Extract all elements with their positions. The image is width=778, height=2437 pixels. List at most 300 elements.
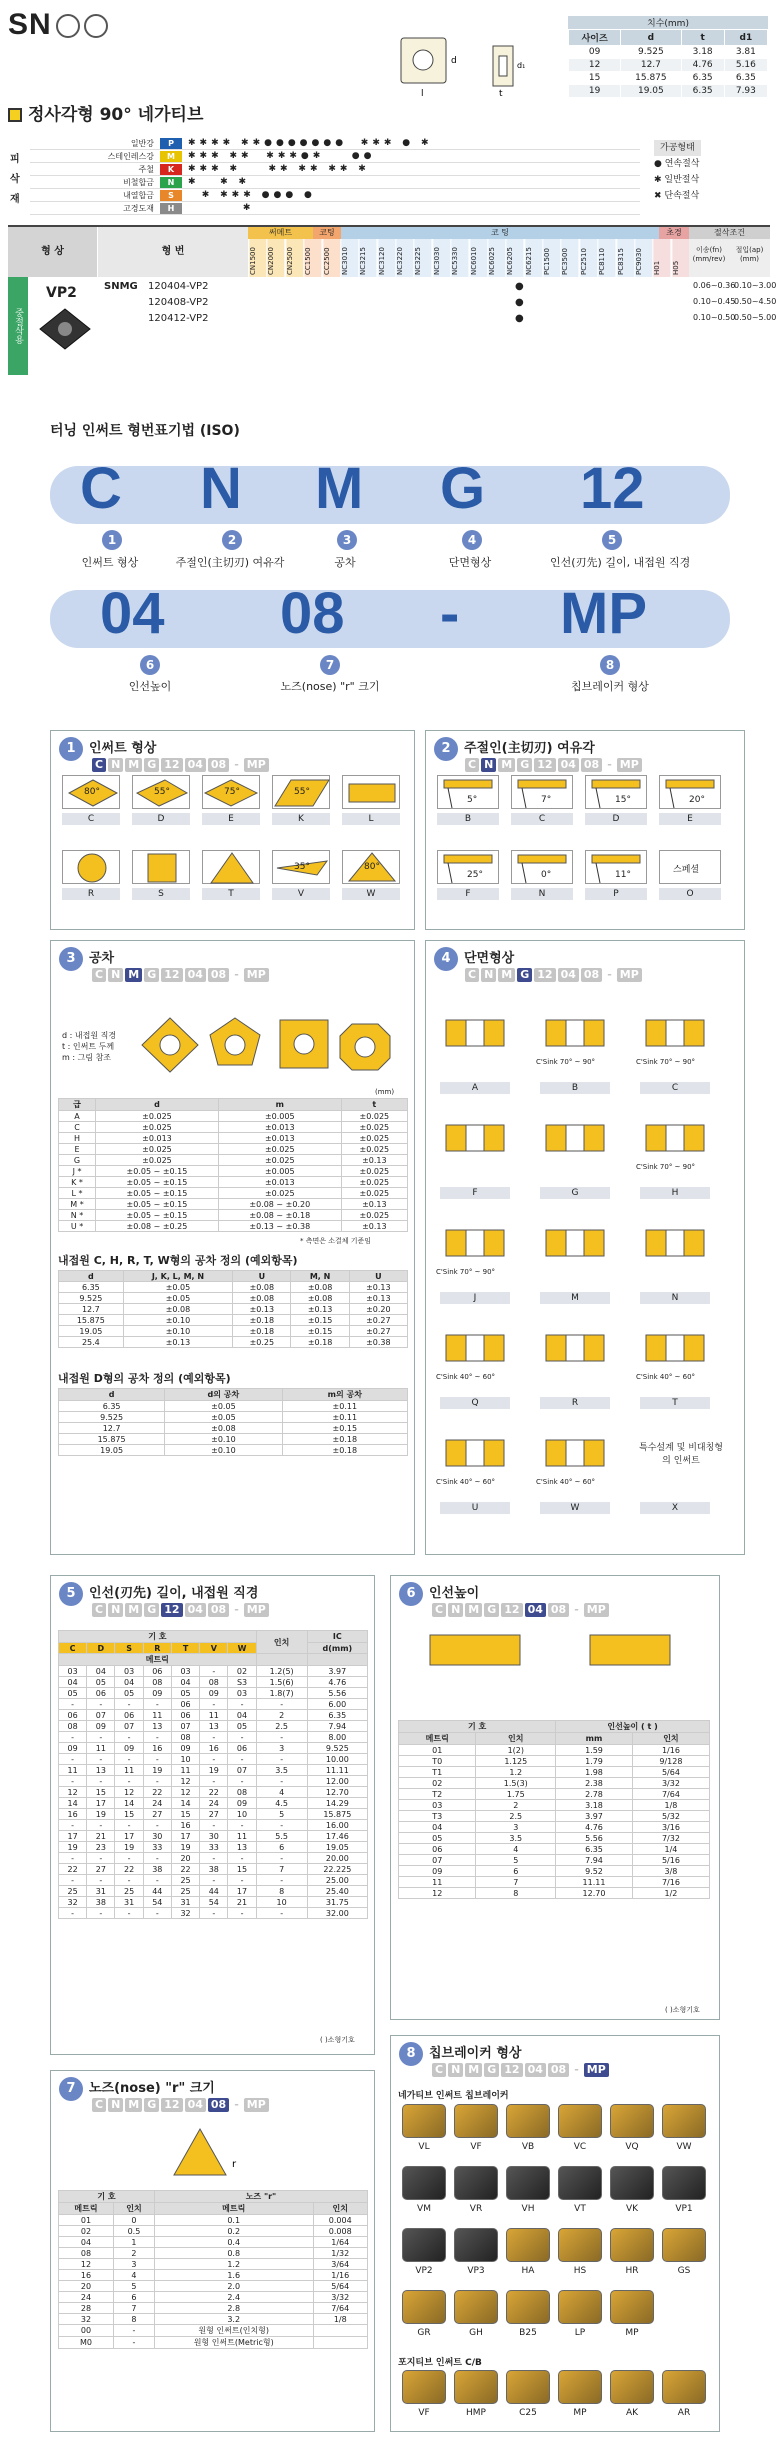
chipbreaker-label: VB (521, 2142, 535, 2152)
section-5: 5 인선(刃先) 길이, 내접원 직경 (50, 1575, 375, 2055)
material-row (30, 189, 640, 202)
table-cell: ±0.025 (341, 1188, 407, 1199)
tolerance-note: m : 그림 참조 (62, 1053, 112, 1062)
clearance-label: C (511, 813, 573, 825)
section-shape-W (540, 1430, 610, 1483)
chipbreaker-vf (454, 2104, 498, 2138)
shape-D-icon: D (87, 1643, 115, 1654)
chipbreaker-vt (558, 2166, 602, 2200)
table-cell: ±0.05 ~ ±0.15 (96, 1210, 219, 1221)
code-08: 08 (548, 1603, 569, 1617)
section-note: C'Sink 70° ~ 90° (536, 1058, 596, 1066)
code--: - (234, 2098, 239, 2111)
note: ( )소형기호 (320, 2036, 355, 2044)
table-cell: ±0.25 (233, 1337, 291, 1348)
chipbreaker-label: AR (677, 2408, 691, 2418)
material-code: M (160, 151, 182, 162)
table-header: U (349, 1271, 407, 1282)
material-label: 일반강 (130, 138, 154, 148)
table-cell: 19.05 (59, 1445, 165, 1456)
clearance-label: P (585, 888, 647, 900)
dim-table: 사이즈 d t d1 09 9.525 3.18 3.81 12 12.7 4.76 5.16 15 15.875 6.35 6.35 19 19.05 6.35 7.93 (568, 29, 768, 98)
chipbreaker-label: AK (625, 2408, 639, 2418)
table-cell: A (59, 1111, 96, 1122)
tolerance-diagrams (140, 1010, 400, 1083)
table-row (59, 1445, 408, 1456)
code--: - (574, 1603, 579, 1616)
svg-text:l: l (421, 89, 424, 99)
code-12: 12 (161, 1603, 182, 1617)
table-cell: ±0.13 (233, 1304, 291, 1315)
iso-letter-C: C (80, 456, 122, 521)
positive-chipbreaker-mp (558, 2370, 602, 2404)
section-label: C (640, 1082, 710, 1094)
shape-label: E (202, 813, 260, 825)
table-cell: ±0.15 (282, 1423, 407, 1434)
table-cell: ±0.025 (341, 1177, 407, 1188)
table-cell: 12.7 (59, 1304, 124, 1315)
code-sequence (92, 758, 269, 772)
section-6: 6 인선높이 (390, 1575, 720, 2020)
table-cell: ±0.05 (123, 1293, 233, 1304)
grade-col-nc6215: NC6215 (524, 239, 542, 277)
iso-caption: 칩브레이커 형상 (571, 680, 649, 693)
tolerance-d-table (58, 1388, 408, 1456)
code-12: 12 (501, 2063, 522, 2077)
material-symbols: ✱✱✱ ✱ ✱✱ ✱✱ ✱✱ ✱ (188, 164, 370, 174)
circle-icon (84, 14, 108, 38)
section-note: C'Sink 70° ~ 90° (636, 1163, 696, 1171)
table-cell: K * (59, 1177, 96, 1188)
chipbreaker-label: HR (625, 2266, 639, 2276)
table-cell: H (59, 1133, 96, 1144)
table-header: t (341, 1099, 407, 1111)
iso-number-3: 3 (337, 530, 357, 550)
table-cell: ±0.18 (282, 1434, 407, 1445)
table-cell: ±0.05 ~ ±0.15 (96, 1199, 219, 1210)
chipbreaker-gs (662, 2228, 706, 2262)
material-row (30, 150, 640, 163)
section-note: C'Sink 70° ~ 90° (636, 1058, 696, 1066)
table-row (59, 1401, 408, 1412)
material-symbols: ✱ ✱ ✱ (188, 177, 251, 187)
section-label: N (640, 1292, 710, 1304)
iso-number-4: 4 (462, 530, 482, 550)
svg-text:t: t (499, 89, 503, 99)
grade-col-h01: H01 (652, 239, 670, 277)
table-cell: E (59, 1144, 96, 1155)
table-row (59, 1412, 408, 1423)
section-note: C'Sink 40° ~ 60° (636, 1373, 696, 1381)
shape-label: V (272, 888, 330, 900)
note: ( )소형기호 (665, 2006, 700, 2014)
clearance-angle: 11° (615, 870, 631, 880)
grade-col-h05: H05 (671, 239, 689, 277)
clearance-angle: 25° (467, 870, 483, 880)
section-shape-U (440, 1430, 510, 1483)
page-title: SN (8, 8, 108, 42)
table-cell: ±0.15 (291, 1315, 349, 1326)
chipbreaker-vr (454, 2166, 498, 2200)
code-12: 12 (501, 1603, 522, 1617)
code-c: C (432, 2063, 446, 2077)
circle-icon (56, 14, 80, 38)
code-g: G (517, 968, 532, 982)
table-cell: ±0.05 ~ ±0.15 (96, 1177, 219, 1188)
table-cell: ±0.05 ~ ±0.15 (96, 1166, 219, 1177)
iso-letter-12: 12 (580, 456, 645, 521)
table-header: d (59, 1271, 124, 1282)
table-cell: ±0.025 (218, 1144, 341, 1155)
code--: - (574, 2063, 579, 2076)
code-sequence (465, 968, 642, 982)
shape-label: W (342, 888, 400, 900)
table-cell: ±0.08 (165, 1423, 282, 1434)
code-g: G (144, 968, 159, 982)
chipbreaker-vq (610, 2104, 654, 2138)
iso-number-2: 2 (222, 530, 242, 550)
table-cell: ±0.013 (218, 1133, 341, 1144)
code-c: C (92, 968, 106, 982)
table-cell: ±0.13 (341, 1199, 407, 1210)
section-label: U (440, 1502, 510, 1514)
code-mp: MP (244, 2098, 269, 2112)
table-row (59, 1282, 408, 1293)
shape-L (342, 775, 400, 809)
chipbreaker-label: C25 (519, 2408, 537, 2418)
angle-label: 80° (364, 862, 380, 872)
grade-col-nc6205: NC6205 (505, 239, 523, 277)
clearance-angle: 스페셜 (673, 865, 700, 875)
nose-radius-table: 기 호 노즈 "r" 메트릭 인치 메트릭 인치 01 0 0.1 0.004 02 0.5 0.2 0.008 04 1 0.4 1/64 08 2 0.8 1/32 12 3 1.2 3/64 16 4 1.6 1/16 20 5 2.0 5/64 24 6 2.4 3/32 28 7 2.8 7/64 32 8 3.2 1/8 00 - 원형 인써트(인치형) M0 - 원형 인써트(Metric형) (58, 2190, 368, 2349)
table-cell: ±0.11 (282, 1412, 407, 1423)
chipbreaker-label: MP (573, 2408, 587, 2418)
table-header: m의 공차 (282, 1389, 407, 1401)
grade-col-pc8110: PC8110 (597, 239, 615, 277)
iso-letter-G: G (440, 456, 486, 521)
grade-col-nc3225: NC3225 (413, 239, 431, 277)
section-shape-B (540, 1010, 610, 1063)
code-c: C (465, 968, 479, 982)
table-row (59, 1221, 408, 1232)
table-cell: ±0.005 (218, 1111, 341, 1122)
clearance-angle: 15° (615, 795, 631, 805)
code-c: C (92, 1603, 106, 1617)
table-cell: ±0.18 (282, 1445, 407, 1456)
table-cell: ±0.05 (165, 1412, 282, 1423)
clearance-label: F (437, 888, 499, 900)
chipbreaker-label: VW (676, 2142, 692, 2152)
section-label: R (540, 1397, 610, 1409)
subtitle: 정사각형 90° 네가티브 (8, 100, 203, 125)
code-08: 08 (208, 2098, 229, 2112)
height-diagrams (420, 1625, 700, 1698)
clearance-angle: 7° (541, 795, 552, 805)
section-label: Q (440, 1397, 510, 1409)
chipbreaker-hr (610, 2228, 654, 2262)
material-symbols: ✱ (188, 203, 255, 213)
code-n: N (108, 968, 123, 982)
section-note: 특수설계 및 비대칭형의 인써트 (639, 1443, 723, 1466)
chipbreaker-label: HMP (466, 2408, 486, 2418)
section-shape-N (640, 1220, 710, 1273)
section-label: X (640, 1502, 710, 1514)
table-row (59, 1315, 408, 1326)
material-code: K (160, 164, 182, 175)
code-g: G (144, 1603, 159, 1617)
code-08: 08 (208, 1603, 229, 1617)
subtable-title: 내접원 C, H, R, T, W형의 공차 정의 (예외항목) (58, 1254, 298, 1267)
tolerance-table (58, 1098, 408, 1232)
clearance-angle: 5° (467, 795, 478, 805)
table-cell: ±0.18 (291, 1337, 349, 1348)
table-cell: ±0.025 (218, 1188, 341, 1199)
grade-col-cc1500: CC1500 (303, 239, 321, 277)
table-header: 급 (59, 1099, 96, 1111)
code-g: G (484, 1603, 499, 1617)
table-cell: ±0.13 (341, 1221, 407, 1232)
section-shape-T (640, 1325, 710, 1378)
table-cell: ±0.025 (341, 1144, 407, 1155)
material-row (30, 176, 640, 189)
shape-R-icon: R (143, 1643, 171, 1654)
chipbreaker-label: VH (521, 2204, 535, 2214)
code-mp: MP (617, 968, 642, 982)
iso-caption: 인써트 형상 (81, 556, 139, 569)
shape-V-icon: V (200, 1643, 228, 1654)
table-cell: ±0.10 (123, 1326, 233, 1337)
tolerance-note: d : 내접원 직경 (62, 1031, 117, 1040)
positive-chipbreaker-ak (610, 2370, 654, 2404)
code-mp: MP (584, 2063, 609, 2077)
table-cell: ±0.13 (349, 1293, 407, 1304)
grade-col-nc3220: NC3220 (395, 239, 413, 277)
shape-S-icon: S (115, 1643, 143, 1654)
grade-col-cn2500: CN2500 (285, 239, 303, 277)
material-symbols: ✱✱✱✱ ✱✱●●●●●●● ✱✱✱ ● ✱ (188, 138, 433, 148)
code-08: 08 (581, 758, 602, 772)
clearance-label: E (659, 813, 721, 825)
material-label: 스테인레스강 (107, 151, 154, 161)
clearance-label: O (659, 888, 721, 900)
code-m: M (498, 758, 515, 772)
inscribed-circle-table: 기 호 인치 IC C D S R T V W d(mm) 메트릭 03 04 03 06 03 - 02 1.2(5) 3.97 04 05 04 08 04 08 S3 1.5(6) 4.76 05 06 05 09 05 09 03 1.8(7) 5.56 - - - - 06 - - - 6.00 06 07 06 11 06 11 04 2 6.35 08 09 07 13 07 13 05 2.5 7.94 - - - - 08 - - - 8.00 09 11 09 16 09 16 06 3 9.525 - - - - 10 - - - 10.00 11 13 11 19 11 19 07 3.5 11.11 - - - - 12 - - - 12.00 12 15 12 22 12 22 08 4 12.70 14 17 14 24 14 24 09 4.5 14.29 16 19 15 27 15 27 10 5 15.875 - - - - 16 - - - 16.00 17 21 17 30 17 30 11 5.5 17.46 19 23 19 33 19 33 13 6 19.05 - - - - 20 - - - 20.00 22 27 22 38 22 38 15 7 22.225 - - - - 25 - - - 25.00 25 31 25 44 25 44 17 8 25.40 32 38 31 54 31 54 21 10 31.75 - - - - 32 - - - 32.00 (58, 1630, 368, 1919)
chipbreaker-label: VM (417, 2204, 431, 2214)
table-cell: ±0.08 ~ ±0.18 (218, 1210, 341, 1221)
table-cell: ±0.013 (218, 1122, 341, 1133)
shape-label: S (132, 888, 190, 900)
table-cell: ±0.013 (218, 1177, 341, 1188)
section-note: C'Sink 40° ~ 60° (536, 1478, 596, 1486)
table-header: d의 공차 (165, 1389, 282, 1401)
section-shape-J (440, 1220, 510, 1273)
code-12: 12 (534, 968, 555, 982)
section-7: 7 노즈(nose) "r" 크기 (50, 2070, 375, 2432)
table-row (59, 1304, 408, 1315)
code-sequence (432, 2063, 609, 2077)
angle-label: 55° (294, 787, 310, 797)
code--: - (234, 968, 239, 981)
code-m: M (465, 2063, 482, 2077)
chipbreaker-vl (402, 2104, 446, 2138)
material-label: 주철 (138, 164, 154, 174)
shape-label: C (62, 813, 120, 825)
chipbreaker-label: VF (470, 2142, 482, 2152)
insert-diagram (395, 30, 475, 100)
code-c: C (465, 758, 479, 772)
table-cell: ±0.025 (96, 1111, 219, 1122)
chipbreaker-vp1 (662, 2166, 706, 2200)
code-12: 12 (161, 968, 182, 982)
material-label: 고경도재 (123, 203, 154, 213)
table-cell: ±0.025 (341, 1210, 407, 1221)
table-cell: ±0.013 (96, 1133, 219, 1144)
chipbreaker-label: VP2 (415, 2266, 433, 2276)
grade-table: 형 상 형 번 써메트 코팅 코 팅 초경 절삭조건 CN1500 CN2000 CN2500 CC1500 CC2500 NC3010 NC3215 NC3120 NC3220 NC3225 NC3030 NC5330 NC6010 NC6025 NC6205 NC6215 PC1500 PC3500 PC2510 PC8110 PC8315 PC9030 H01 H05 이송(fn) (mm/rev) 절입(ap) (mm) 중절삭용 VP2 SNMG 120404-VP2 120408-VP2 120412-VP2 ● ● ● 0.06~0.36 0.10~0.45 0.10~0.50 0.10~3.00 0.50~4.50 0.50~5.00 (8, 225, 770, 373)
section-shape-H (640, 1115, 710, 1168)
code-n: N (108, 758, 123, 772)
table-cell: ±0.08 (291, 1282, 349, 1293)
positive-chipbreaker-c25 (506, 2370, 550, 2404)
positive-chipbreaker-ar (662, 2370, 706, 2404)
table-row (59, 1337, 408, 1348)
chipbreaker-label: HS (573, 2266, 587, 2276)
grade-col-pc3500: PC3500 (560, 239, 578, 277)
table-cell: ±0.38 (349, 1337, 407, 1348)
code--: - (234, 758, 239, 771)
section-1: 1 인써트 형상 (50, 730, 415, 930)
table-cell: ±0.13 (291, 1304, 349, 1315)
grade-col-nc6010: NC6010 (469, 239, 487, 277)
grade-col-nc3030: NC3030 (432, 239, 450, 277)
table-cell: ±0.20 (349, 1304, 407, 1315)
table-cell: ±0.27 (349, 1315, 407, 1326)
iso-number-5: 5 (602, 530, 622, 550)
svg-text:d: d (451, 56, 457, 66)
table-header: m (218, 1099, 341, 1111)
section-shape-A (440, 1010, 510, 1063)
section-label: H (640, 1187, 710, 1199)
table-cell: U * (59, 1221, 96, 1232)
table-cell: ±0.10 (165, 1434, 282, 1445)
chipbreaker-vh (506, 2166, 550, 2200)
section-shape-G (540, 1115, 610, 1168)
iso-title: 터닝 인써트 형번표기법 (ISO) (50, 423, 240, 439)
table-cell: ±0.025 (341, 1133, 407, 1144)
table-cell: ±0.18 (233, 1326, 291, 1337)
positive-chipbreaker-vf (402, 2370, 446, 2404)
iso-letter: - (440, 581, 460, 646)
code-08: 08 (208, 758, 229, 772)
chipbreaker-ha (506, 2228, 550, 2262)
table-row (59, 1177, 408, 1188)
chipbreaker-label: VF (418, 2408, 430, 2418)
chipbreaker-label: VK (625, 2204, 639, 2214)
iso-caption: 공차 (334, 556, 356, 569)
chipbreaker-mp (610, 2290, 654, 2324)
material-code: S (160, 190, 182, 201)
section-label: A (440, 1082, 510, 1094)
section-shape-C (640, 1010, 710, 1063)
chipbreaker-label: VT (574, 2204, 586, 2214)
chipbreaker-label: GR (417, 2328, 431, 2338)
table-cell: ±0.15 (291, 1326, 349, 1337)
grade-col-pc1500: PC1500 (542, 239, 560, 277)
code-c: C (92, 2098, 106, 2112)
grade-col-pc9030: PC9030 (634, 239, 652, 277)
section-label: W (540, 1502, 610, 1514)
code-m: M (125, 758, 142, 772)
table-cell: ±0.05 ~ ±0.15 (96, 1188, 219, 1199)
table-cell: ±0.13 (341, 1155, 407, 1166)
positive-chipbreaker-hmp (454, 2370, 498, 2404)
angle-label: 35° (294, 862, 310, 872)
shape-label: L (342, 813, 400, 825)
table-row (59, 1166, 408, 1177)
table-row (59, 1199, 408, 1210)
table-cell: C (59, 1122, 96, 1133)
chipbreaker-label: VC (573, 2142, 587, 2152)
table-row (59, 1122, 408, 1133)
code-g: G (144, 2098, 159, 2112)
grade-col-cn1500: CN1500 (248, 239, 266, 277)
grade-col-pc8315: PC8315 (616, 239, 634, 277)
iso-caption: 인선높이 (128, 680, 172, 693)
material-code: N (160, 177, 182, 188)
table-cell: 19.05 (59, 1326, 124, 1337)
code-mp: MP (244, 968, 269, 982)
table-cell: ±0.18 (233, 1315, 291, 1326)
section-shape-Q (440, 1325, 510, 1378)
code-04: 04 (185, 968, 206, 982)
iso-caption: 인선(刃先) 길이, 내접원 직경 (550, 556, 691, 569)
table-row (59, 1326, 408, 1337)
table-cell: ±0.025 (96, 1155, 219, 1166)
iso-letter-M: M (315, 456, 364, 521)
material-row (30, 137, 640, 150)
code-m: M (125, 1603, 142, 1617)
shape-R (62, 850, 120, 884)
chipbreaker-b25 (506, 2290, 550, 2324)
iso-letter: 08 (280, 581, 345, 646)
code-n: N (108, 1603, 123, 1617)
chipbreaker-gh (454, 2290, 498, 2324)
legend: 가공형태 ● 연속절삭 ✱ 일반절삭 ✖ 단속절삭 (654, 140, 701, 204)
table-cell: ±0.025 (218, 1155, 341, 1166)
table-row (59, 1133, 408, 1144)
table-cell: 9.525 (59, 1412, 165, 1423)
code-n: N (108, 2098, 123, 2112)
chipbreaker-gr (402, 2290, 446, 2324)
code-sequence (92, 2098, 269, 2112)
code-mp: MP (584, 1603, 609, 1617)
table-cell: 25.4 (59, 1337, 124, 1348)
unit-label: (mm) (375, 1088, 395, 1096)
tolerance-exception-table (58, 1270, 408, 1348)
angle-label: 55° (154, 787, 170, 797)
vp2-insert-image (38, 307, 92, 351)
chipbreaker-lp (558, 2290, 602, 2324)
code-n: N (448, 1603, 463, 1617)
table-row (59, 1210, 408, 1221)
code-m: M (498, 968, 515, 982)
code--: - (234, 1603, 239, 1616)
code-08: 08 (548, 2063, 569, 2077)
code-12: 12 (161, 758, 182, 772)
dim-caption: 치수(mm) (568, 16, 768, 29)
chipbreaker-vw (662, 2104, 706, 2138)
shape-W-icon: W (228, 1643, 256, 1654)
